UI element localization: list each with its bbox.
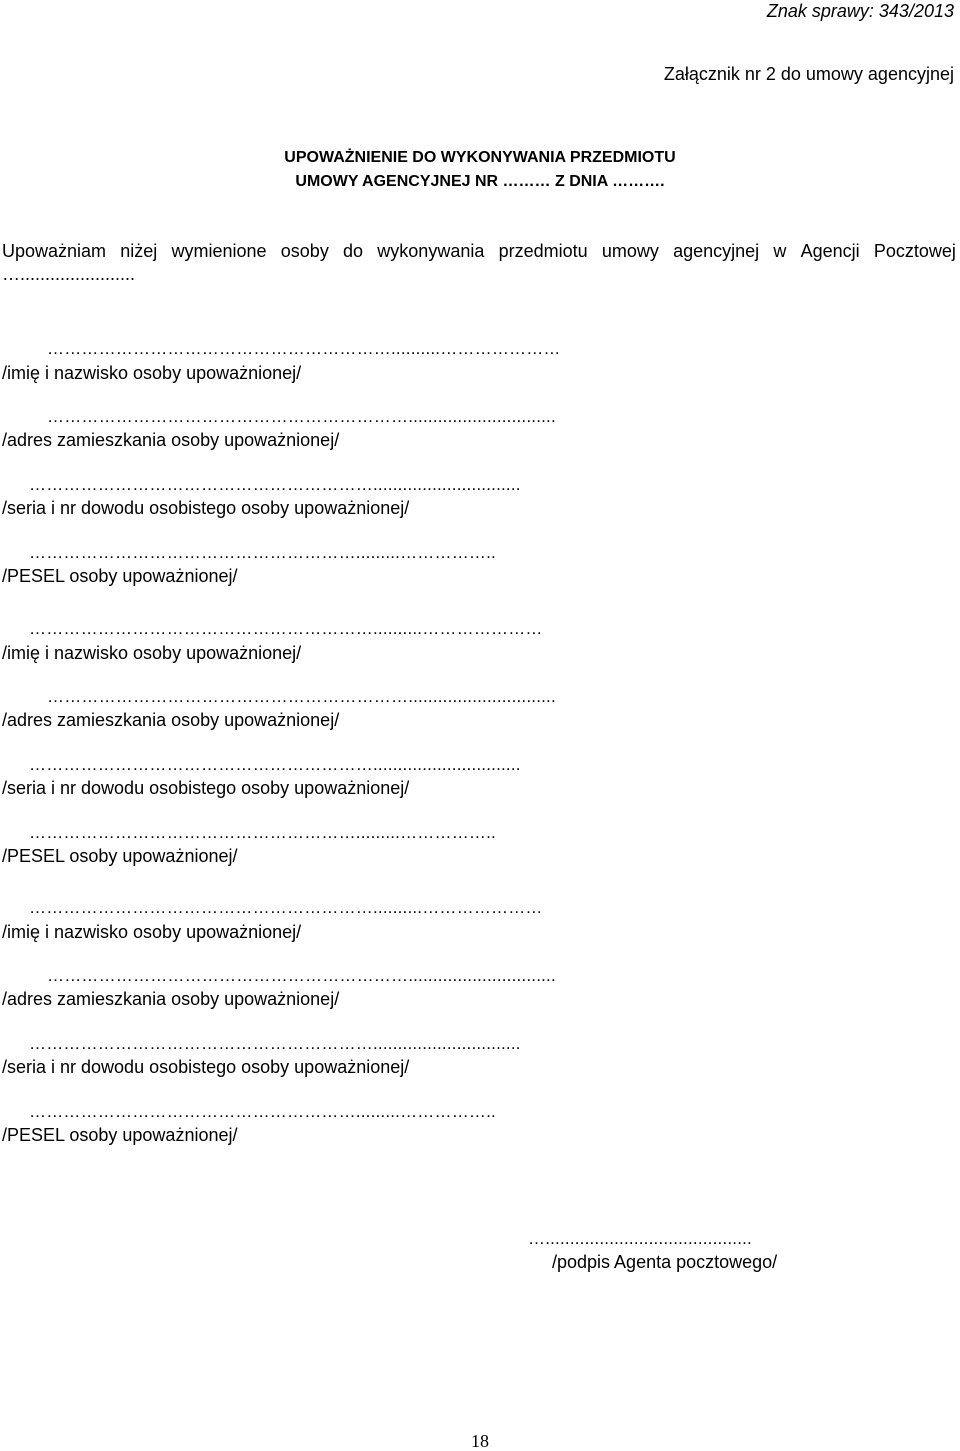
person-1-id-label: /seria i nr dowodu osobistego osoby upoważnionej/ (2, 498, 410, 518)
signature-label: /podpis Agenta pocztowego/ (552, 1252, 778, 1272)
person-3-id-label: /seria i nr dowodu osobistego osoby upoważnionej/ (2, 1057, 410, 1077)
intro-word: w (773, 241, 787, 261)
person-1-pesel-label: /PESEL osoby upoważnionej/ (2, 566, 238, 586)
person-2-id-line: …………………………………………………….............................. (29, 755, 521, 774)
person-1-address-line: ……………………………………………………….............................. (47, 407, 556, 426)
intro-word: osoby (280, 241, 329, 261)
intro-word: wykonywania (377, 241, 485, 261)
intro-word: umowy (601, 241, 659, 261)
person-2-id-label: /seria i nr dowodu osobistego osoby upoważnionej/ (2, 778, 410, 798)
person-2-address-label: /adres zamieszkania osoby upoważnionej/ (2, 710, 340, 730)
person-3-name-line: ……………………………………………………..........………………… (29, 898, 543, 917)
person-1-name-line: ……………………………………………………..........………………… (47, 339, 561, 358)
person-3-name-label: /imię i nazwisko osoby upoważnionej/ (2, 922, 302, 942)
person-3-pesel-line: ………………………………………………….........…………….. (29, 1102, 496, 1121)
intro-word: do (343, 241, 364, 261)
intro-word: przedmiotu (498, 241, 588, 261)
intro-word: agencyjnej (673, 241, 760, 261)
annex-reference: Załącznik nr 2 do umowy agencyjnej (663, 64, 954, 84)
person-1-address-label: /adres zamieszkania osoby upoważnionej/ (2, 430, 340, 450)
person-2-name-line: ……………………………………………………..........………………… (29, 619, 543, 638)
intro-word: Agencji (800, 241, 860, 261)
person-2-pesel-label: /PESEL osoby upoważnionej/ (2, 846, 238, 866)
intro-word: niżej (120, 241, 158, 261)
person-1-name-label: /imię i nazwisko osoby upoważnionej/ (2, 363, 302, 383)
person-1-id-line: …………………………………………………….............................. (29, 475, 521, 494)
case-number: Znak sprawy: 343/2013 (766, 1, 954, 21)
intro-word: Upoważniam (2, 241, 107, 261)
document-title-line-1: UPOWAŻNIENIE DO WYKONYWANIA PRZEDMIOTU (284, 149, 676, 166)
intro-word: Pocztowej (873, 241, 956, 261)
person-3-id-line: …………………………………………………….............................. (29, 1034, 521, 1053)
person-2-address-line: ……………………………………………………….............................. (47, 687, 556, 706)
person-2-pesel-line: ………………………………………………….........…………….. (29, 823, 496, 842)
person-3-address-line: ……………………………………………………….............................. (47, 966, 556, 985)
document-title-line-2: UMOWY AGENCYJNEJ NR ……… Z DNIA ………. (295, 173, 665, 190)
intro-word: wymienione (171, 241, 267, 261)
signature-line: ….......................................... (528, 1229, 752, 1248)
intro-paragraph (2, 242, 956, 260)
person-1-pesel-line: ………………………………………………….........…………….. (29, 543, 496, 562)
person-2-name-label: /imię i nazwisko osoby upoważnionej/ (2, 643, 302, 663)
page-number: 18 (471, 1431, 489, 1451)
person-3-address-label: /adres zamieszkania osoby upoważnionej/ (2, 989, 340, 1009)
intro-continuation: …....................... (2, 264, 136, 284)
person-3-pesel-label: /PESEL osoby upoważnionej/ (2, 1125, 238, 1145)
